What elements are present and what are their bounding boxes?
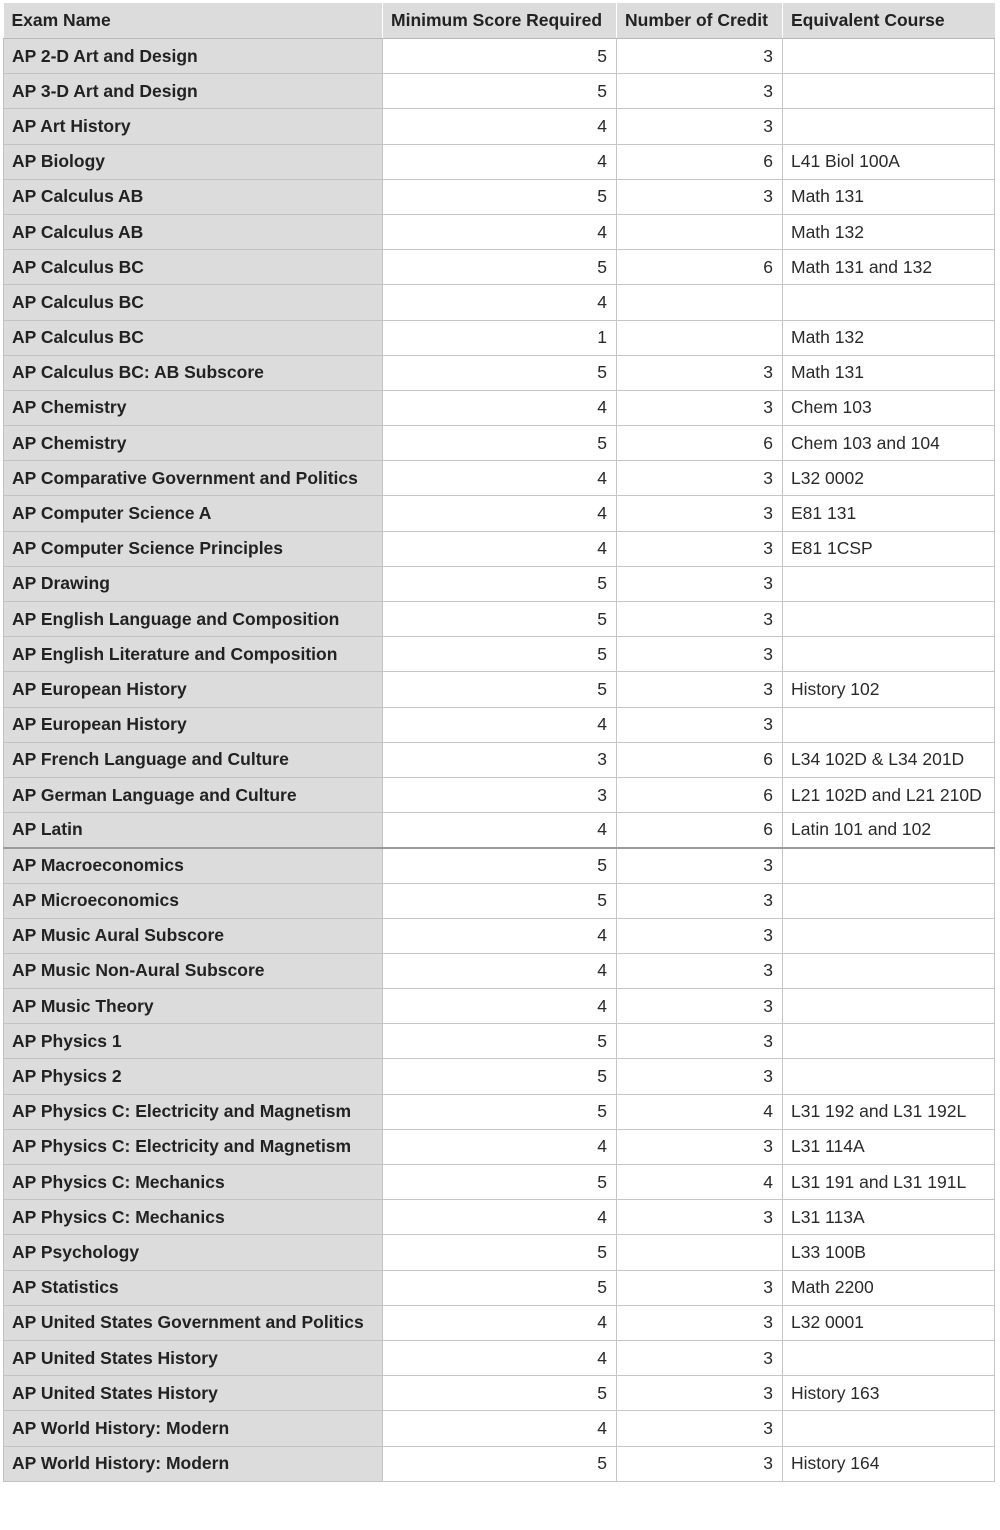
- table-row: [4, 250, 995, 285]
- table-row: [4, 320, 995, 355]
- minimum-score-cell: 4: [383, 813, 617, 848]
- credits-cell: 3: [617, 602, 783, 637]
- table-row: [4, 953, 995, 988]
- exam-name-cell: AP Music Theory: [4, 989, 383, 1024]
- table-row: [4, 777, 995, 812]
- minimum-score-cell: 5: [383, 179, 617, 214]
- table-row: [4, 1024, 995, 1059]
- table-row: [4, 813, 995, 848]
- equivalent-course-cell: [783, 602, 995, 637]
- credits-cell: 3: [617, 1446, 783, 1481]
- equivalent-course-cell: [783, 1411, 995, 1446]
- table-row: [4, 1411, 995, 1446]
- minimum-score-cell: 4: [383, 461, 617, 496]
- exam-name-cell: AP Physics C: Electricity and Magnetism: [4, 1094, 383, 1129]
- minimum-score-cell: 5: [383, 1024, 617, 1059]
- table-row: [4, 742, 995, 777]
- exam-name-cell: AP World History: Modern: [4, 1446, 383, 1481]
- equivalent-course-cell: [783, 1059, 995, 1094]
- equivalent-course-cell: E81 1CSP: [783, 531, 995, 566]
- exam-name-cell: AP World History: Modern: [4, 1411, 383, 1446]
- equivalent-course-cell: Math 131: [783, 355, 995, 390]
- minimum-score-cell: 5: [383, 74, 617, 109]
- exam-name-cell: AP Calculus AB: [4, 214, 383, 249]
- exam-name-cell: AP Computer Science A: [4, 496, 383, 531]
- credits-cell: 3: [617, 848, 783, 883]
- table-row: [4, 355, 995, 390]
- equivalent-course-cell: [783, 74, 995, 109]
- credits-cell: 3: [617, 355, 783, 390]
- table-row: [4, 883, 995, 918]
- equivalent-course-cell: Math 132: [783, 214, 995, 249]
- credits-cell: 6: [617, 813, 783, 848]
- credits-cell: [617, 285, 783, 320]
- table-row: [4, 531, 995, 566]
- exam-name-cell: AP Psychology: [4, 1235, 383, 1270]
- minimum-score-cell: 5: [383, 1094, 617, 1129]
- exam-name-cell: AP Physics C: Mechanics: [4, 1165, 383, 1200]
- equivalent-course-cell: L31 191 and L31 191L: [783, 1165, 995, 1200]
- exam-name-cell: AP French Language and Culture: [4, 742, 383, 777]
- exam-name-cell: AP European History: [4, 672, 383, 707]
- minimum-score-cell: 5: [383, 426, 617, 461]
- equivalent-course-cell: L31 113A: [783, 1200, 995, 1235]
- equivalent-course-cell: Chem 103: [783, 390, 995, 425]
- credits-cell: 3: [617, 109, 783, 144]
- table-row: [4, 39, 995, 74]
- equivalent-course-cell: L32 0002: [783, 461, 995, 496]
- table-row: [4, 1235, 995, 1270]
- table-row: [4, 918, 995, 953]
- minimum-score-cell: 4: [383, 1200, 617, 1235]
- credits-cell: 3: [617, 1059, 783, 1094]
- exam-name-cell: AP Latin: [4, 813, 383, 848]
- minimum-score-cell: 3: [383, 742, 617, 777]
- table-row: [4, 1446, 995, 1481]
- equivalent-course-cell: L41 Biol 100A: [783, 144, 995, 179]
- credits-cell: [617, 320, 783, 355]
- table-row: [4, 285, 995, 320]
- minimum-score-cell: 5: [383, 1059, 617, 1094]
- table-row: [4, 144, 995, 179]
- credits-cell: 4: [617, 1165, 783, 1200]
- credits-cell: 3: [617, 39, 783, 74]
- equivalent-course-cell: [783, 39, 995, 74]
- credits-cell: 6: [617, 250, 783, 285]
- minimum-score-cell: 5: [383, 637, 617, 672]
- credits-cell: 3: [617, 883, 783, 918]
- minimum-score-cell: 4: [383, 1129, 617, 1164]
- credits-cell: 6: [617, 144, 783, 179]
- equivalent-course-cell: [783, 1024, 995, 1059]
- exam-name-cell: AP Statistics: [4, 1270, 383, 1305]
- equivalent-course-cell: [783, 637, 995, 672]
- equivalent-course-cell: [783, 109, 995, 144]
- table-row: [4, 1376, 995, 1411]
- equivalent-course-cell: History 163: [783, 1376, 995, 1411]
- credits-cell: 6: [617, 742, 783, 777]
- equivalent-course-cell: L34 102D & L34 201D: [783, 742, 995, 777]
- table-row: [4, 1129, 995, 1164]
- credits-cell: 3: [617, 566, 783, 601]
- equivalent-course-cell: Math 132: [783, 320, 995, 355]
- minimum-score-cell: 4: [383, 1305, 617, 1340]
- equivalent-course-cell: History 102: [783, 672, 995, 707]
- exam-name-cell: AP Biology: [4, 144, 383, 179]
- exam-name-cell: AP 3-D Art and Design: [4, 74, 383, 109]
- equivalent-course-cell: History 164: [783, 1446, 995, 1481]
- equivalent-course-cell: [783, 566, 995, 601]
- equivalent-course-cell: [783, 1340, 995, 1375]
- header-row: [4, 3, 995, 39]
- credits-cell: 3: [617, 179, 783, 214]
- equivalent-course-cell: [783, 953, 995, 988]
- credits-cell: 6: [617, 777, 783, 812]
- minimum-score-cell: 4: [383, 214, 617, 249]
- equivalent-course-cell: [783, 707, 995, 742]
- credits-cell: 3: [617, 1411, 783, 1446]
- minimum-score-cell: 5: [383, 883, 617, 918]
- exam-name-cell: AP United States History: [4, 1376, 383, 1411]
- equivalent-course-cell: [783, 285, 995, 320]
- minimum-score-cell: 4: [383, 531, 617, 566]
- exam-name-cell: AP Calculus BC: AB Subscore: [4, 355, 383, 390]
- header-equivalent-course: Equivalent Course: [783, 3, 995, 39]
- exam-name-cell: AP Computer Science Principles: [4, 531, 383, 566]
- exam-name-cell: AP Chemistry: [4, 426, 383, 461]
- minimum-score-cell: 4: [383, 144, 617, 179]
- minimum-score-cell: 5: [383, 848, 617, 883]
- equivalent-course-cell: L31 192 and L31 192L: [783, 1094, 995, 1129]
- credits-cell: 3: [617, 1305, 783, 1340]
- credits-cell: [617, 214, 783, 249]
- exam-name-cell: AP Music Non-Aural Subscore: [4, 953, 383, 988]
- table-row: [4, 1305, 995, 1340]
- table-row: [4, 74, 995, 109]
- ap-credit-table: [3, 3, 995, 1482]
- credits-cell: 3: [617, 1200, 783, 1235]
- minimum-score-cell: 4: [383, 390, 617, 425]
- equivalent-course-cell: [783, 989, 995, 1024]
- minimum-score-cell: 1: [383, 320, 617, 355]
- table-row: [4, 1059, 995, 1094]
- equivalent-course-cell: [783, 918, 995, 953]
- minimum-score-cell: 5: [383, 1270, 617, 1305]
- minimum-score-cell: 4: [383, 109, 617, 144]
- table-row: [4, 390, 995, 425]
- equivalent-course-cell: L33 100B: [783, 1235, 995, 1270]
- exam-name-cell: AP Microeconomics: [4, 883, 383, 918]
- table-row: [4, 496, 995, 531]
- equivalent-course-cell: Math 131 and 132: [783, 250, 995, 285]
- credits-cell: 3: [617, 989, 783, 1024]
- equivalent-course-cell: [783, 883, 995, 918]
- exam-name-cell: AP Calculus BC: [4, 285, 383, 320]
- equivalent-course-cell: L32 0001: [783, 1305, 995, 1340]
- minimum-score-cell: 3: [383, 777, 617, 812]
- exam-name-cell: AP Calculus BC: [4, 320, 383, 355]
- exam-name-cell: AP Physics C: Mechanics: [4, 1200, 383, 1235]
- table-row: [4, 707, 995, 742]
- minimum-score-cell: 4: [383, 707, 617, 742]
- header-exam-name: Exam Name: [4, 3, 383, 39]
- table-row: [4, 426, 995, 461]
- credits-cell: 3: [617, 637, 783, 672]
- credits-cell: 3: [617, 918, 783, 953]
- equivalent-course-cell: Math 2200: [783, 1270, 995, 1305]
- minimum-score-cell: 4: [383, 1340, 617, 1375]
- minimum-score-cell: 4: [383, 285, 617, 320]
- exam-name-cell: AP Physics C: Electricity and Magnetism: [4, 1129, 383, 1164]
- table-row: [4, 1200, 995, 1235]
- credits-cell: 3: [617, 390, 783, 425]
- credits-cell: [617, 1235, 783, 1270]
- credits-cell: 3: [617, 1340, 783, 1375]
- credits-cell: 3: [617, 1024, 783, 1059]
- exam-name-cell: AP German Language and Culture: [4, 777, 383, 812]
- minimum-score-cell: 5: [383, 1446, 617, 1481]
- minimum-score-cell: 5: [383, 1165, 617, 1200]
- table-row: [4, 672, 995, 707]
- table-row: [4, 179, 995, 214]
- header-minimum-score: Minimum Score Required: [383, 3, 617, 39]
- minimum-score-cell: 5: [383, 672, 617, 707]
- exam-name-cell: AP English Language and Composition: [4, 602, 383, 637]
- equivalent-course-cell: Latin 101 and 102: [783, 813, 995, 848]
- exam-name-cell: AP Physics 2: [4, 1059, 383, 1094]
- minimum-score-cell: 5: [383, 1376, 617, 1411]
- minimum-score-cell: 4: [383, 953, 617, 988]
- equivalent-course-cell: L31 114A: [783, 1129, 995, 1164]
- exam-name-cell: AP Physics 1: [4, 1024, 383, 1059]
- credits-cell: 3: [617, 672, 783, 707]
- equivalent-course-cell: Math 131: [783, 179, 995, 214]
- minimum-score-cell: 4: [383, 989, 617, 1024]
- credits-cell: 3: [617, 1376, 783, 1411]
- equivalent-course-cell: E81 131: [783, 496, 995, 531]
- credits-cell: 3: [617, 496, 783, 531]
- minimum-score-cell: 4: [383, 1411, 617, 1446]
- minimum-score-cell: 5: [383, 1235, 617, 1270]
- table-row: [4, 109, 995, 144]
- exam-name-cell: AP Macroeconomics: [4, 848, 383, 883]
- credits-cell: 3: [617, 1129, 783, 1164]
- table-row: [4, 461, 995, 496]
- exam-name-cell: AP Calculus BC: [4, 250, 383, 285]
- table-row: [4, 1094, 995, 1129]
- exam-name-cell: AP United States Government and Politics: [4, 1305, 383, 1340]
- header-number-of-credit: Number of Credit: [617, 3, 783, 39]
- table-body: [4, 39, 995, 1482]
- table-row: [4, 602, 995, 637]
- exam-name-cell: AP English Literature and Composition: [4, 637, 383, 672]
- exam-name-cell: AP Chemistry: [4, 390, 383, 425]
- credits-cell: 3: [617, 707, 783, 742]
- credits-cell: 3: [617, 1270, 783, 1305]
- credits-cell: 3: [617, 461, 783, 496]
- equivalent-course-cell: L21 102D and L21 210D: [783, 777, 995, 812]
- minimum-score-cell: 5: [383, 602, 617, 637]
- credits-cell: 4: [617, 1094, 783, 1129]
- table-row: [4, 214, 995, 249]
- minimum-score-cell: 5: [383, 39, 617, 74]
- credits-cell: 6: [617, 426, 783, 461]
- credits-cell: 3: [617, 74, 783, 109]
- table-row: [4, 1340, 995, 1375]
- minimum-score-cell: 5: [383, 355, 617, 390]
- table-row: [4, 989, 995, 1024]
- exam-name-cell: AP United States History: [4, 1340, 383, 1375]
- exam-name-cell: AP Music Aural Subscore: [4, 918, 383, 953]
- table-header: [4, 3, 995, 39]
- table-row: [4, 1165, 995, 1200]
- table-row: [4, 1270, 995, 1305]
- table-row: [4, 848, 995, 883]
- minimum-score-cell: 4: [383, 918, 617, 953]
- table-row: [4, 566, 995, 601]
- table-row: [4, 637, 995, 672]
- minimum-score-cell: 5: [383, 250, 617, 285]
- exam-name-cell: AP Drawing: [4, 566, 383, 601]
- exam-name-cell: AP European History: [4, 707, 383, 742]
- exam-name-cell: AP Art History: [4, 109, 383, 144]
- credits-cell: 3: [617, 953, 783, 988]
- exam-name-cell: AP Comparative Government and Politics: [4, 461, 383, 496]
- equivalent-course-cell: [783, 848, 995, 883]
- minimum-score-cell: 5: [383, 566, 617, 601]
- credits-cell: 3: [617, 531, 783, 566]
- minimum-score-cell: 4: [383, 496, 617, 531]
- exam-name-cell: AP 2-D Art and Design: [4, 39, 383, 74]
- exam-name-cell: AP Calculus AB: [4, 179, 383, 214]
- equivalent-course-cell: Chem 103 and 104: [783, 426, 995, 461]
